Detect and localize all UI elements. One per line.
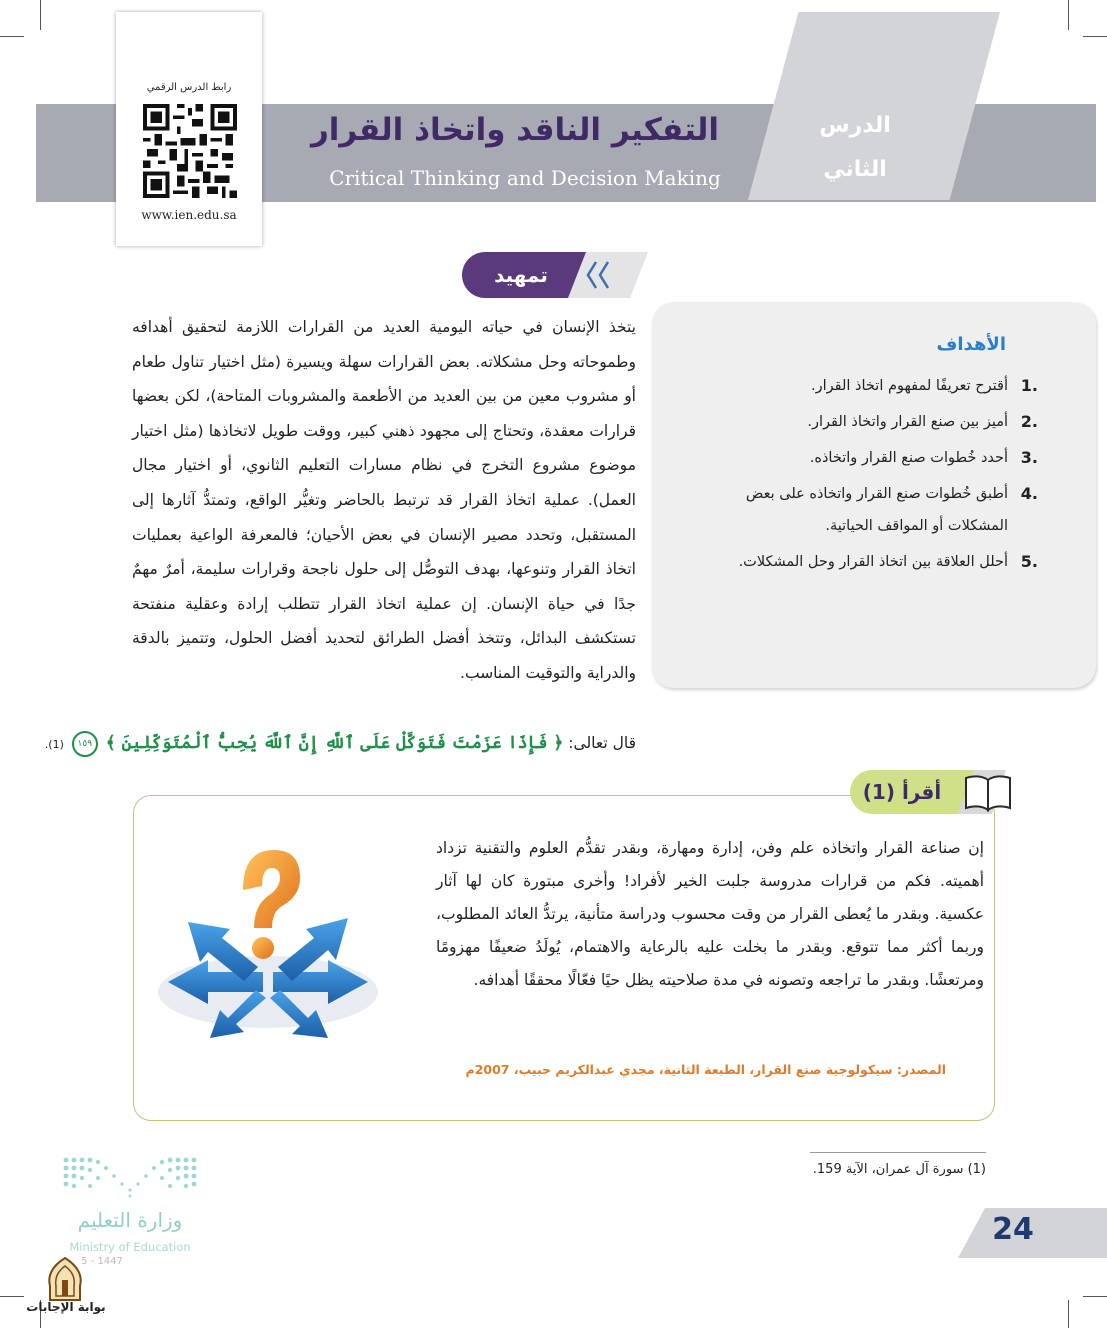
ministry-year: 5 - 1447 — [81, 1256, 123, 1267]
read-label: أقرأ (1) — [862, 780, 942, 804]
goal-number: 1. — [1020, 376, 1038, 395]
read-paragraph: إن صناعة القرار واتخاذه علم وفن، إدارة ومهارة، وبقدر تقدُّم العلوم والتقنية تزداد أهميته. فكم من قرارات مدروسة جلبت الخير لأفراد! وأخرى مبتورة كان لها آثار عكسية. وبقدر ما يُعطى القرار من وقت محسوب ودراسة متأنية، يرتدُّ العائد المطلوب، وربما أكثر مما تتوقع. وبقدر ما بخلت عليه بالرعاية والاهتمام، يُولَدُ ضعيفًا مهزومًا ومرتعشًا. وبقدر ما تراجعه وتصونه في مدة صلاحيته يظل حيًا فعّالًا محققًا أهدافه. — [436, 839, 984, 989]
portal-name: بوابة الإجابات — [26, 1300, 106, 1314]
footnote-divider — [810, 1152, 986, 1153]
intro-paragraph: يتخذ الإنسان في حياته اليومية العديد من القرارات اللازمة لتحقيق أهدافه وطموحاته وحل مشكلاته. بعض القرارات سهلة ويسيرة (مثل اختيار تناول طعام أو مشروب معين من بين العديد من الأطعمة والمشروبات المتاحة)، لكن بعضها قرارات معقدة، وتحتاج إلى مجهود ذهني كبير، ووقت طويل لاتخاذها (مثل اختيار موضوع مشروع التخرج في نظام مسارات التعليم الثانوي، أو اختيار مجال العمل). عملية اتخاذ القرار قد ترتبط بالحاضر وتغيُّر الواقع، وتمتدُّ آثارها إلى المستقبل، وتحدد مصير الإنسان في بعض الأحيان؛ فالمعرفة الواعية بعمليات اتخاذ القرار وتنوعها، بهدف التوصُّل إلى حلول ناجحة وقرارات سليمة، أمرٌ مهمٌ جدًا في حياة الإنسان. إن عملية اتخاذ القرار تتطلب إرادة وعقلية منفتحة تستكشف البدائل، وتتخذ أفضل الطرائق لتحديد أفضل الحلول، وتتميز بالدقة والدراية والتوقيت المناسب. — [132, 318, 636, 682]
goal-text: أقترح تعريفًا لمفهوم اتخاذ القرار. — [811, 378, 1008, 394]
crop-mark — [1083, 36, 1107, 37]
ayah-number-badge: ١٥٩ — [72, 731, 98, 757]
goal-number: 4. — [1020, 484, 1038, 503]
page-title: التفكير الناقد واتخاذ القرار — [310, 112, 720, 148]
crop-mark — [1068, 0, 1069, 30]
verse-footnote-ref: (1). — [44, 738, 64, 751]
qr-url[interactable]: www.ien.edu.sa — [141, 208, 237, 222]
goals-title: الأهداف — [936, 334, 1006, 355]
lesson-label-line1: الدرس — [819, 113, 891, 138]
lesson-number — [770, 104, 940, 192]
read-source: المصدر: سيكولوجية صنع القرار، الطبعة الثانية، مجدي عبدالكريم حبيب، 2007م — [465, 1062, 946, 1077]
goal-number: 3. — [1020, 448, 1038, 467]
open-book-icon — [966, 776, 1010, 810]
qr-card[interactable] — [116, 12, 262, 246]
crop-mark — [1083, 1296, 1107, 1297]
portal-logo-icon — [44, 1256, 86, 1302]
ministry-name-en: Ministry of Education — [69, 1240, 191, 1254]
goals-box — [652, 302, 1096, 688]
crop-mark — [40, 0, 41, 30]
goal-item — [718, 406, 1038, 438]
goal-number: 5. — [1020, 552, 1038, 571]
goal-number: 2. — [1020, 412, 1038, 431]
crop-mark — [0, 36, 24, 37]
intro-label: تمهيد — [494, 263, 548, 287]
decision-arrows-icon — [148, 842, 388, 1042]
goal-text: أطبق خُطوات صنع القرار واتخاذه على بعض المشكلات أو المواقف الحياتية. — [745, 486, 1008, 534]
page-title-english: Critical Thinking and Decision Making — [329, 166, 721, 190]
footnote: (1) سورة آل عمران، الآية 159. — [812, 1162, 986, 1177]
verse-prefix: قال تعالى: — [568, 734, 636, 752]
ministry-logo-icon — [62, 1154, 198, 1198]
goal-item — [718, 478, 1038, 542]
goal-item — [718, 546, 1038, 578]
qr-code-icon[interactable] — [143, 104, 237, 198]
crop-mark — [0, 1296, 24, 1297]
ministry-name-ar: وزارة التعليم — [77, 1208, 183, 1232]
goal-text: أحلل العلاقة بين اتخاذ القرار وحل المشكلات. — [738, 554, 1008, 570]
goal-text: أحدد خُطوات صنع القرار واتخاذه. — [809, 450, 1008, 466]
page-number: 24 — [992, 1212, 1034, 1247]
lesson-label-line2: الثاني — [823, 157, 887, 182]
goal-text: أميز بين صنع القرار واتخاذ القرار. — [807, 414, 1008, 430]
goal-item — [718, 370, 1038, 402]
crop-mark — [1068, 1300, 1069, 1328]
qr-label: رابط الدرس الرقمي — [146, 82, 232, 93]
verse-line — [44, 728, 636, 758]
quran-verse: ﴿ فَإِذَا عَزَمْتَ فَتَوَكَّلْ عَلَى ٱللَّهِ إِنَّ ٱللَّهَ يُحِبُّ ٱلْمُتَوَكِّلِينَ ﴾ — [105, 733, 564, 753]
goal-item — [718, 442, 1038, 474]
